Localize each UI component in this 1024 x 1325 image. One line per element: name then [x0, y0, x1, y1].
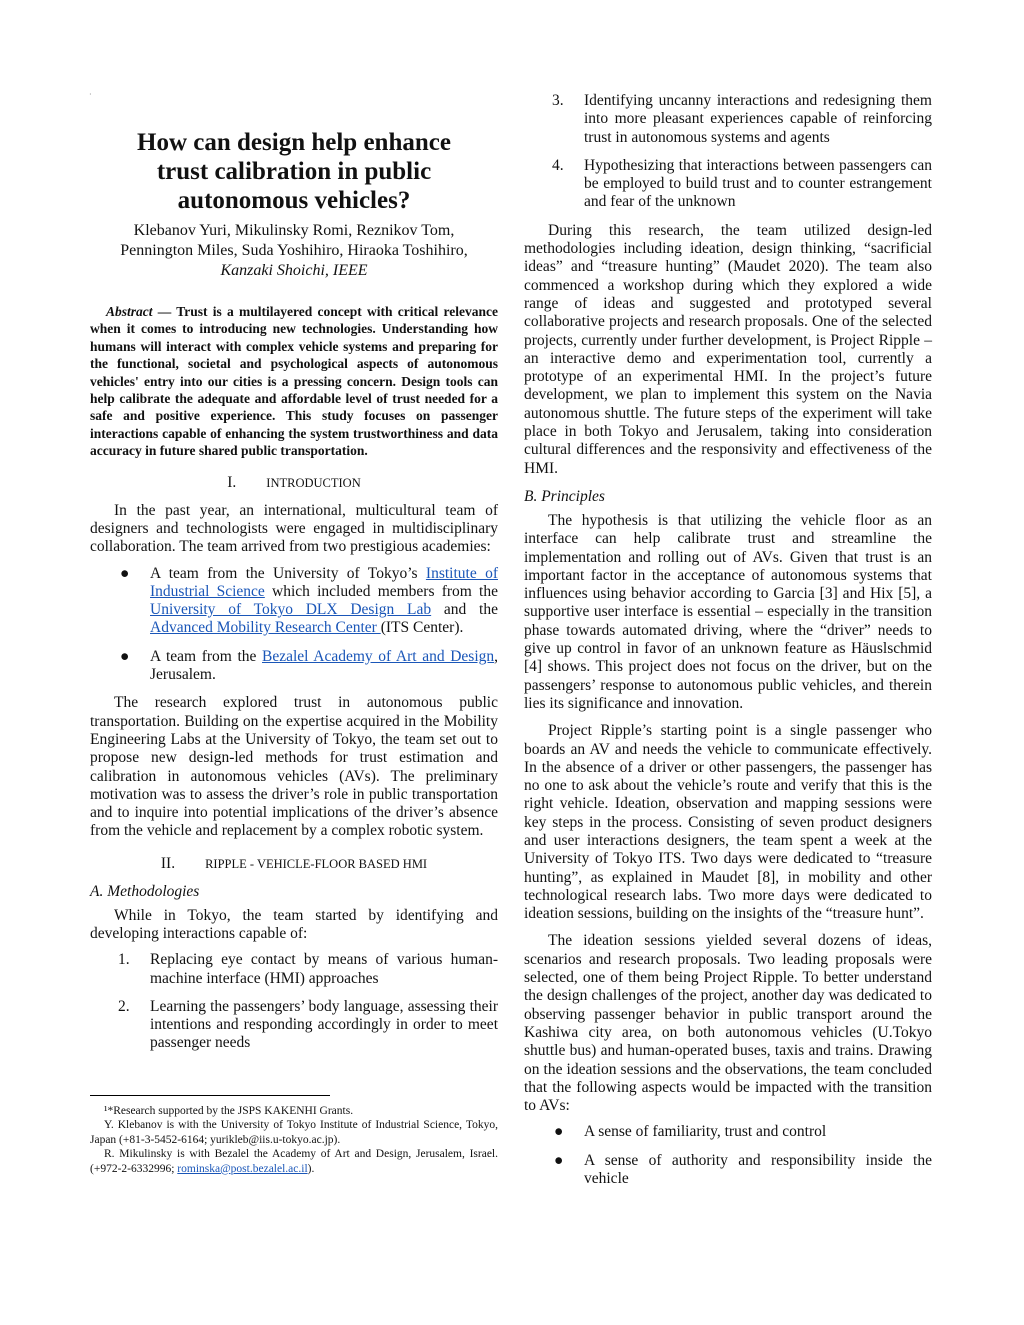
- footnote-1: ¹*Research supported by the JSPS KAKENHI Grants.: [104, 1104, 354, 1117]
- list-item: [524, 1123, 932, 1141]
- text: R. Mikulinsky is with Bezalel the Academy of Art and Design, Jerusalem, Israel. (+972-2-6332996;: [90, 1148, 498, 1175]
- list-item: [90, 565, 498, 638]
- principles-paragraph-3: The ideation sessions yielded several dozens of ideas, scenarios and research proposals. Two leading proposals were selected, one of them being Project Ripple. To better understand the design challenges of the project, another day was dedicated to observing passenger behavior in public transport around the Kashiwa city area, on both autonomous vehicles (U.Tokyo shuttle bus) and human-operated buses, taxis and trains. Drawing on the ideation sessions and the observations, the team concluded that the following aspects would be impacted with the transition to AVs:: [524, 932, 932, 1115]
- bullet-glyph: ●: [120, 564, 130, 582]
- methodologies-paragraph-1: While in Tokyo, the team started by identifying and developing interactions capable of:: [90, 906, 498, 942]
- list-number: 4.: [552, 156, 564, 174]
- list-text: Identifying uncanny interactions and redesigning them into more pleasant experiences capable of reinforcing trust in autonomous systems and agents: [584, 92, 932, 146]
- list-text: Hypothesizing that interactions between passengers can be employed to build trust and to counter estrangement and fear of the unknown: [584, 156, 932, 211]
- link-bezalel-academy[interactable]: Bezalel Academy of Art and Design: [262, 647, 495, 665]
- list-item: [524, 157, 932, 212]
- subsection-methodologies: A. Methodologies: [90, 882, 200, 900]
- left-column: [90, 88, 498, 1176]
- list-number: 1.: [118, 951, 130, 969]
- intro-paragraph-2: The research explored trust in autonomous public transportation. Building on the expertise acquired in the Mobility Engineering Labs at the University of Tokyo, the team set out to propose new design-led methods for trust estimation and calibration in autonomous vehicles (AVs). The preliminary motivation was to assess the driver’s role in public transportation and to inquire into potential implications of the driver’s absence from the vehicle and replacement by a complex robotic system.: [90, 694, 498, 840]
- right-column: [524, 92, 932, 1198]
- footnote-2: Y. Klebanov is with the University of Tokyo Institute of Industrial Science, Tokyo, Japan (+81-3-5452-6164; yurikleb@iis.u-tokyo.ac.jp).: [90, 1119, 498, 1146]
- text: which included members from the: [264, 582, 498, 600]
- abstract: [90, 303, 498, 460]
- text: A team from the: [150, 647, 263, 665]
- authors-line-1: Klebanov Yuri, Mikulinsky Romi, Reznikov Tom,: [133, 222, 455, 239]
- bullet-glyph: ●: [554, 1123, 564, 1141]
- authors-line-3: Kanzaki Shoichi, IEEE: [220, 262, 368, 279]
- list-text: Learning the passengers’ body language, assessing their intentions and responding accordingly in order to meet passenger needs: [150, 997, 498, 1052]
- text: and the: [431, 601, 498, 619]
- principles-paragraph-2: Project Ripple’s starting point is a single passenger who boards an AV and needs the vehicle to communicate effectively. In the absence of a driver or other passengers, the passenger has no one to ask about the vehicle’s route and verify that this is the right vehicle. Ideation, observation and mapping sessions were key steps in the process. Consisting of seven product designers and user interactions designers, the team spent a week at the University of Tokyo ITS. Two days were dedicated to “treasure hunting”, as explained in Maudet [8], in mobility and other technological research labs. Two more days were dedicated to ideation sessions, building on the insights of the “treasure hunt”.: [524, 722, 932, 923]
- interaction-list-part-1: [90, 951, 498, 1052]
- impact-list: [524, 1123, 932, 1188]
- list-text: Replacing eye contact by means of various human-machine interface (HMI) approaches: [150, 951, 498, 987]
- link-dlx-design-lab[interactable]: University of Tokyo DLX Design Lab: [150, 601, 432, 619]
- list-text: A sense of authority and responsibility inside the vehicle: [584, 1151, 932, 1188]
- text: (ITS Center).: [380, 619, 464, 637]
- authors-line-2: Pennington Miles, Suda Yoshihiro, Hiraoka Toshihiro,: [120, 242, 468, 259]
- section-heading-ripple: [90, 855, 498, 873]
- section-number: I.: [227, 473, 237, 491]
- section-number: II.: [160, 854, 176, 872]
- list-number: 3.: [552, 92, 564, 109]
- paper-title: How can design help enhance trust calibration in public autonomous vehicles?: [137, 129, 451, 214]
- methodologies-paragraph-2: During this research, the team utilized design-led methodologies including ideation, design thinking, “sacrificial ideas” and “treasure hunting” (Maudet 2020). The team also commenced a workshop during which they explored a wide range of ideas and suggested and prototyped several collaborative projects and research proposals. One of the selected projects, currently under further development, is Project Ripple – an interactive demo and experimentation tool, currently a prototype of an experimental HMI. In the project’s future development, we plan to implement this system on the Navia autonomous shuttle. The future steps of the experiment will take place in both Tokyo and Jerusalem, taking into consideration cultural differences and the responsivity and effectiveness of the HMI.: [524, 221, 932, 477]
- bullet-glyph: ●: [554, 1151, 564, 1169]
- footnote-divider: [90, 1095, 330, 1096]
- footnote-3: [90, 1147, 498, 1176]
- list-text: A sense of familiarity, trust and control: [584, 1123, 827, 1141]
- subsection-principles: B. Principles: [524, 487, 605, 505]
- stray-mark: ·: [89, 90, 92, 99]
- section-title: RIPPLE - VEHICLE-FLOOR BASED HMI: [205, 856, 428, 871]
- author-list: [90, 221, 498, 281]
- principles-paragraph-1: The hypothesis is that utilizing the vehicle floor as an interface can help calibrate trust and streamline the implementation and rolling out of AVs. Given that trust is an important factor in the acceptance of autonomous systems that influences using behavior according to Garcia [3] and Hix [5], a supportive user interface is essential – especially in the transition phase towards automated driving, where the “driver” needs to give up control in favor of an unknown feature as Häuslschmid [4] shows. This project does not focus on the driver, but on the passengers’ response to autonomous public vehicles, and therein lies its significance and innovation.: [524, 511, 932, 712]
- text: ).: [307, 1162, 315, 1175]
- list-item: [524, 1152, 932, 1189]
- list-item: [90, 998, 498, 1053]
- academy-list: [90, 565, 498, 685]
- interaction-list-part-2: [524, 92, 932, 212]
- text: A team from the University of Tokyo’s: [150, 564, 426, 582]
- link-institute-industrial-science[interactable]: Institute of Industrial Science: [150, 564, 498, 600]
- intro-paragraph-1: In the past year, an international, multicultural team of designers and technologists were engaged in multidisciplinary collaboration. The team arrived from two prestigious academies:: [90, 501, 498, 556]
- list-item: [524, 92, 932, 147]
- email-link[interactable]: rominska@post.bezalel.ac.il: [177, 1162, 308, 1175]
- list-number: 2.: [118, 997, 130, 1015]
- bullet-glyph: ●: [120, 647, 130, 665]
- section-heading-introduction: [90, 474, 498, 492]
- list-item: [90, 951, 498, 988]
- text: , Jerusalem.: [150, 647, 499, 684]
- section-title: INTRODUCTION: [266, 475, 361, 490]
- abstract-text: — Trust is a multilayered concept with critical relevance when it comes to introducing new technologies. Understanding how humans will interact with complex vehicle systems and preparing for the functional, societal and psychological aspects of autonomous vehicles' entry into our cities is a pressing concern. Design tools can help calibrate the adequate and affordable level of trust needed for a safe and positive experience. This study focuses on passenger interactions capable of enhancing the system trustworthiness and data accuracy in future shared public transportation.: [90, 304, 498, 459]
- link-advanced-mobility-center[interactable]: Advanced Mobility Research Center: [150, 619, 381, 637]
- abstract-lead: Abstract: [106, 304, 153, 319]
- list-item: [90, 648, 498, 685]
